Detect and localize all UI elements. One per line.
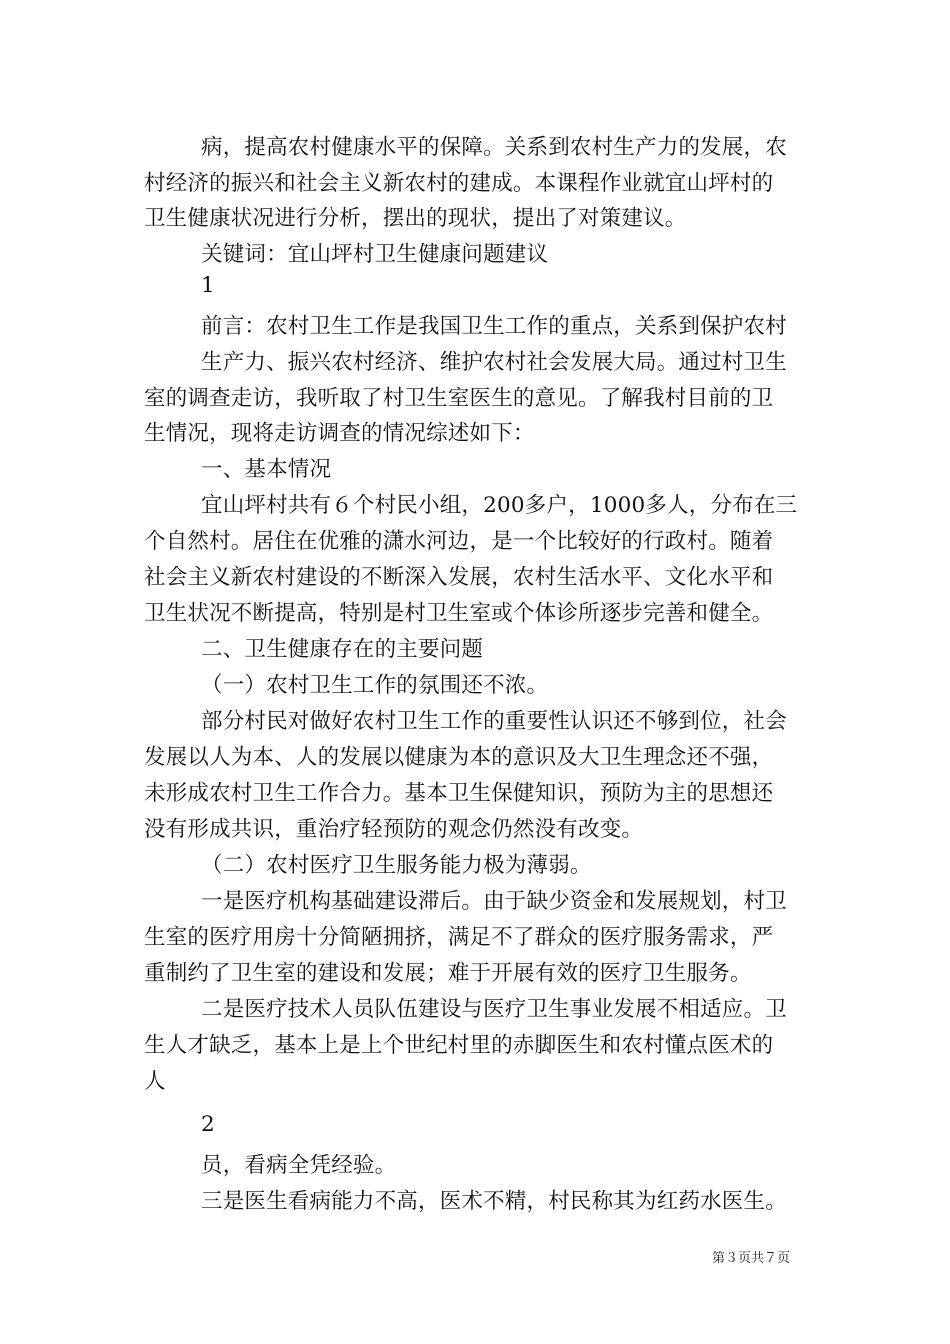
text-line: 生情况，现将走访调查的情况综述如下： — [144, 421, 535, 446]
text-line: 卫生健康状况进行分析，摆出的现状，提出了对策建议。 — [144, 206, 687, 231]
subsection-heading: （二）农村医疗卫生服务能力极为薄弱。 — [201, 853, 592, 878]
text-line: 未形成农村卫生工作合力。基本卫生保健知识，预防为主的思想还 — [144, 781, 774, 806]
text-line: 部分村民对做好农村卫生工作的重要性认识还不够到位，社会 — [201, 709, 787, 734]
keywords-line: 关键词：宜山坪村卫生健康问题建议 — [201, 242, 549, 267]
page-marker: 2 — [201, 1112, 215, 1137]
text-line: 宜山坪村共有６个村民小组，200多户，1000多人，分布在三 — [201, 493, 798, 518]
text-line: 没有形成共识，重治疗轻预防的观念仍然没有改变。 — [144, 817, 644, 842]
text-line: 一是医疗机构基础建设滞后。由于缺少资金和发展规划，村卫 — [201, 889, 787, 914]
text-line: 前言：农村卫生工作是我国卫生工作的重点，关系到保护农村 — [201, 314, 787, 339]
text-line: 员，看病全凭经验。 — [201, 1153, 397, 1178]
text-line: 室的调查走访，我听取了村卫生室医生的意见。了解我村目前的卫 — [144, 386, 774, 411]
text-line: 卫生状况不断提高，特别是村卫生室或个体诊所逐步完善和健全。 — [144, 601, 774, 626]
page-marker: 1 — [201, 273, 215, 298]
text-line: 二是医疗技术人员队伍建设与医疗卫生事业发展不相适应。卫 — [201, 997, 787, 1022]
section-heading: 二、卫生健康存在的主要问题 — [201, 637, 484, 662]
subsection-heading: （一）农村卫生工作的氛围还不浓。 — [201, 673, 549, 698]
text-line: 生产力、振兴农村经济、维护农村社会发展大局。通过村卫生 — [201, 350, 787, 375]
text-line: 生人才缺乏，基本上是上个世纪村里的赤脚医生和农村懂点医术的 — [144, 1033, 774, 1058]
text-line: 人 — [144, 1069, 166, 1094]
section-heading: 一、基本情况 — [201, 457, 332, 482]
text-line: 病，提高农村健康水平的保障。关系到农村生产力的发展，农 — [201, 135, 787, 160]
text-line: 村经济的振兴和社会主义新农村的建成。本课程作业就宜山坪村的 — [144, 171, 774, 196]
text-line: 生室的医疗用房十分简陋拥挤，满足不了群众的医疗服务需求，严 — [144, 925, 774, 950]
text-line: 重制约了卫生室的建设和发展；难于开展有效的医疗卫生服务。 — [144, 961, 752, 986]
text-line: 社会主义新农村建设的不断深入发展，农村生活水平、文化水平和 — [144, 565, 774, 590]
text-line: 发展以人为本、人的发展以健康为本的意识及大卫生理念还不强， — [144, 745, 774, 770]
text-line: 三是医生看病能力不高，医术不精，村民称其为红药水医生。 — [201, 1189, 787, 1214]
page-footer: 第３页共７页 — [712, 1251, 791, 1266]
text-line: 个自然村。居住在优雅的潇水河边，是一个比较好的行政村。随着 — [144, 529, 774, 554]
